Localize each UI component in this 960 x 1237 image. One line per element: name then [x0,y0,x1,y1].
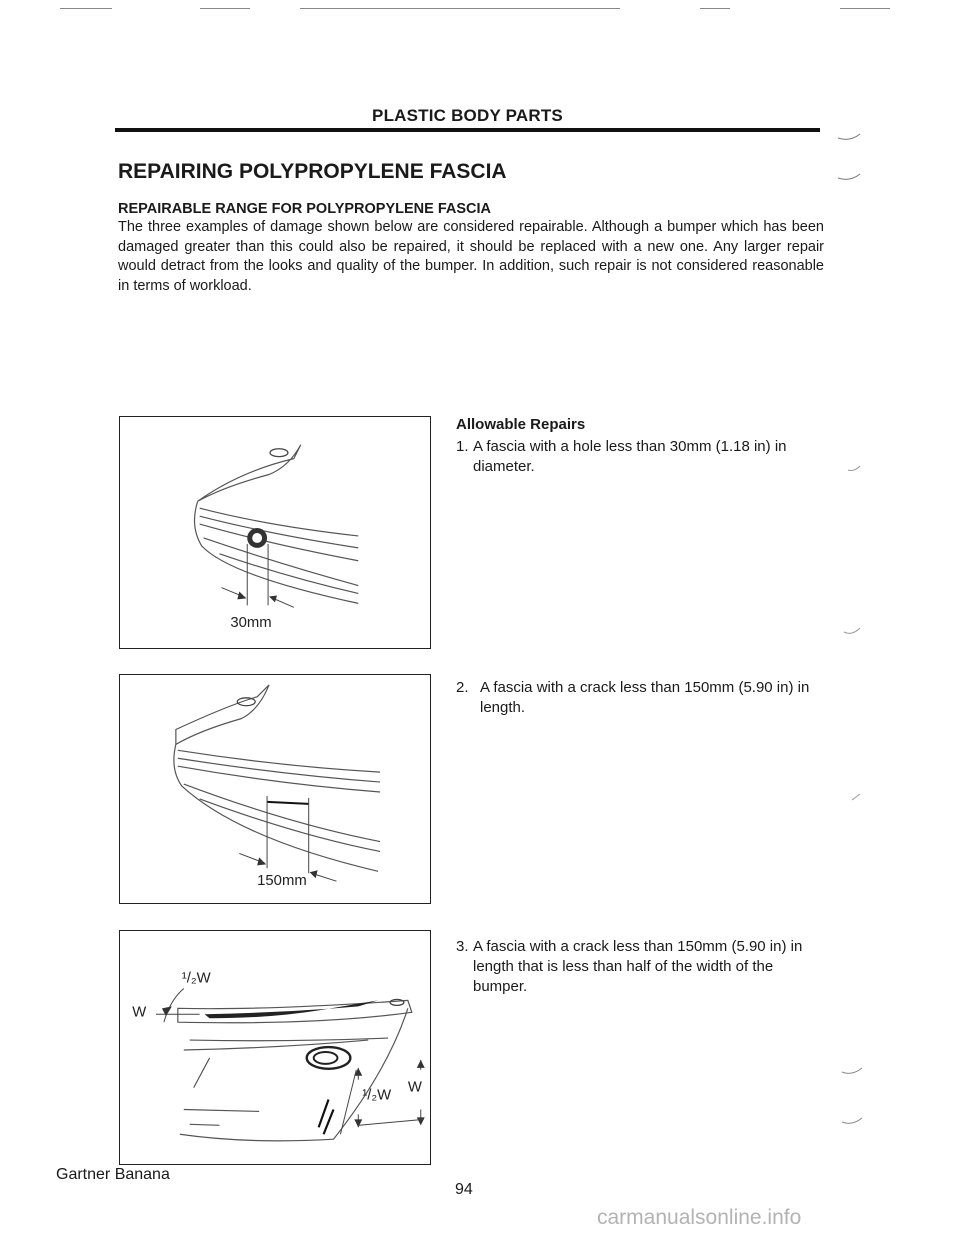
repair-item-number: 1. [456,438,469,455]
bumper-hole-illustration [120,417,430,648]
fig-3-width-label-right: W [407,1079,422,1096]
watermark: carmanualsonline.info [597,1206,802,1229]
repair-item-2 [456,678,826,718]
crack-mark [319,1100,334,1135]
fig-3-half-width-label-right: ¹/₂W [362,1087,392,1104]
scan-mark [300,8,620,9]
header-rule [115,128,820,132]
repair-item-text: A fascia with a crack less than 150mm (5.90 in) in length. [480,679,810,716]
fig-3-width-label-left: W [132,1004,147,1021]
footer-left-text: Gartner Banana [56,1166,170,1183]
page-number: 94 [455,1181,473,1198]
figure-hole-damage [119,416,431,649]
fig-2-dimension-label: 150mm [257,873,307,890]
repair-item-text: A fascia with a hole less than 30mm (1.18 in) in diameter. [473,438,787,475]
section-title: REPAIRING POLYPROPYLENE FASCIA [118,160,507,183]
bumper-side-illustration [120,931,430,1164]
scan-margin-marks [838,120,898,1140]
scan-mark [700,8,730,9]
subheading: REPAIRABLE RANGE FOR POLYPROPYLENE FASCIA [118,201,492,217]
fig-3-half-width-label-left: ¹/₂W [181,970,211,987]
crack-mark [267,802,309,804]
figure-half-width-crack [119,930,431,1165]
repair-item-number: 2. [456,679,469,696]
repair-item-number: 3. [456,938,469,955]
scan-mark [60,8,112,9]
repair-item-3 [456,937,826,997]
repair-item-text: A fascia with a crack less than 150mm (5.90 in) in length that is less than half of the width of the bumper. [473,938,803,995]
scan-mark [200,8,250,9]
intro-paragraph: The three examples of damage shown below are considered repairable. Although a bumper which has been damaged greater than this could also be repaired, it should be replaced with a new one. Any larger repair would detract from the looks and quality of the bumper. In addition, such repair is not considered reasonable in terms of workload. [118,219,824,294]
running-head: PLASTIC BODY PARTS [372,106,563,125]
allowable-repairs-heading: Allowable Repairs [456,416,586,433]
fig-1-dimension-label: 30mm [230,615,272,632]
bumper-crack-illustration [120,675,430,903]
repair-item-1 [456,437,826,477]
scan-mark [840,8,890,9]
figure-crack-damage [119,674,431,904]
